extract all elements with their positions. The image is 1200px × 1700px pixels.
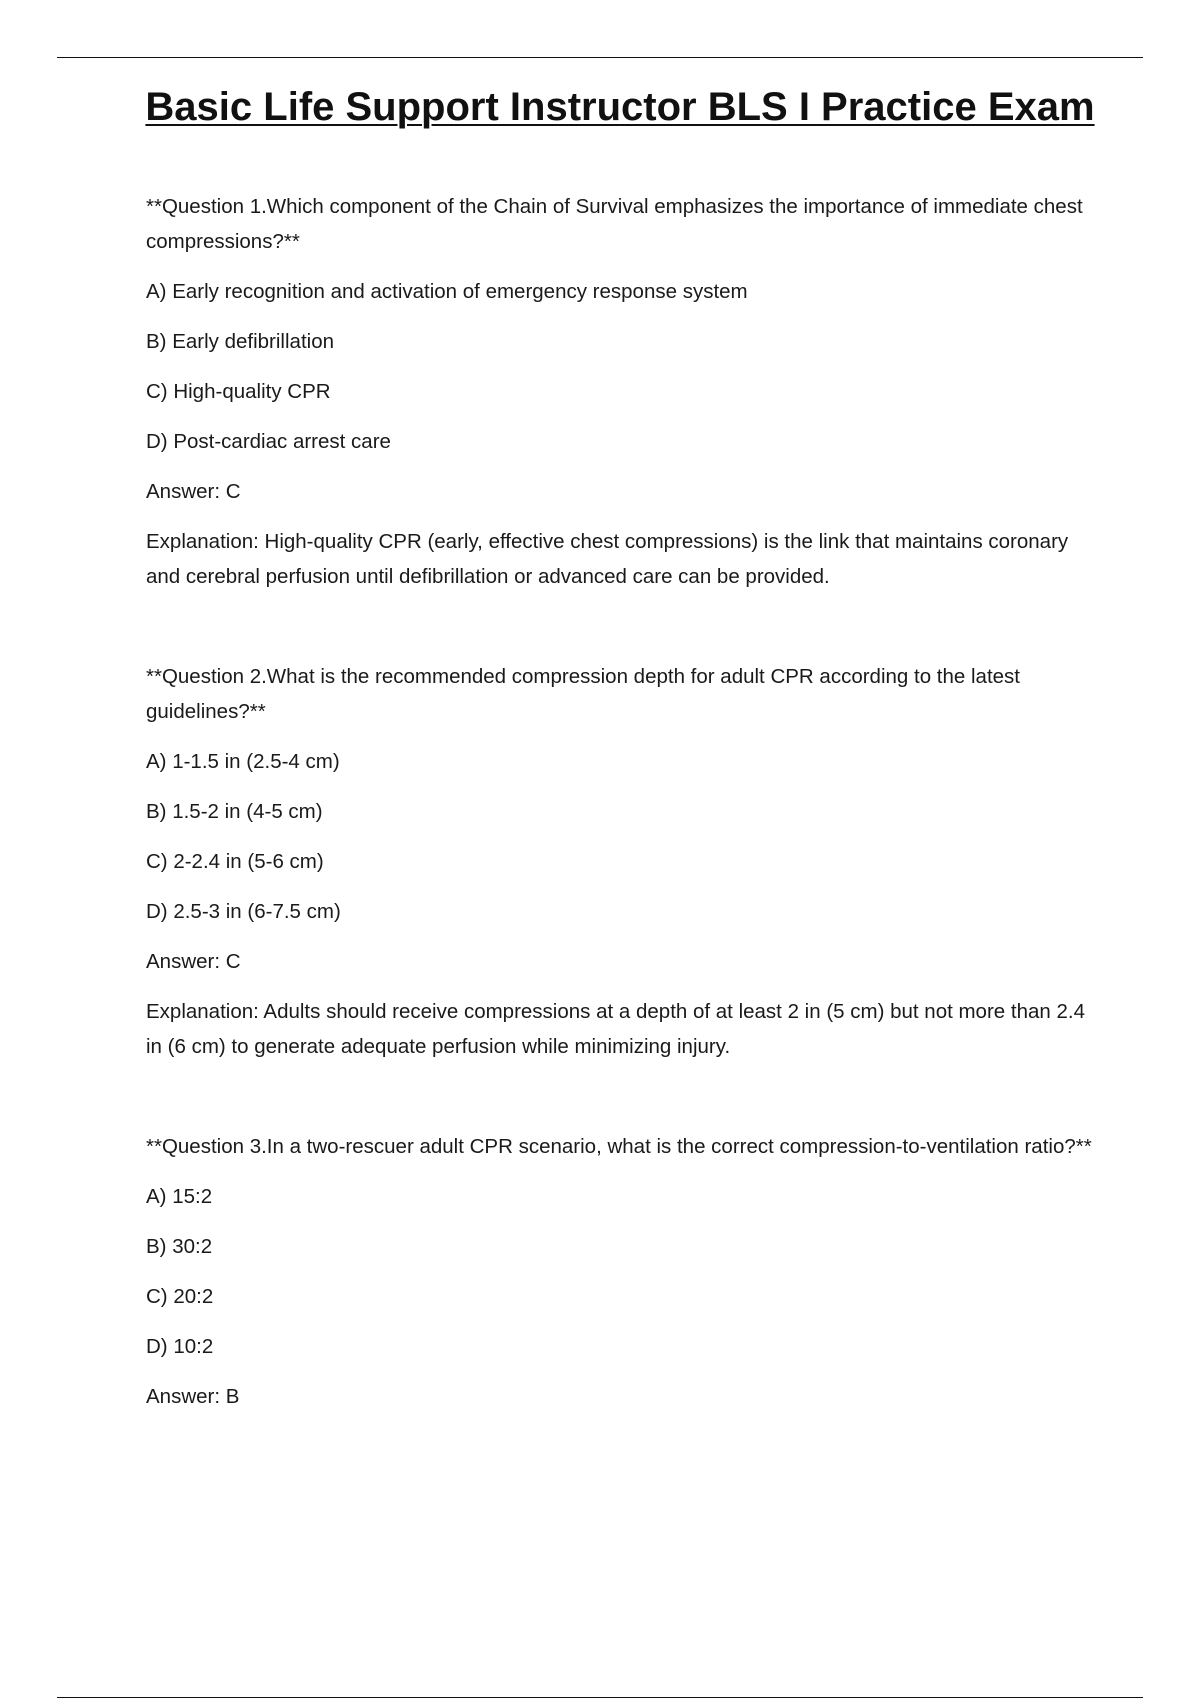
top-rule xyxy=(57,57,1143,58)
option-c: C) High-quality CPR xyxy=(146,380,331,403)
option-b: B) 1.5-2 in (4-5 cm) xyxy=(146,800,323,823)
option-a: A) 1-1.5 in (2.5-4 cm) xyxy=(146,750,340,773)
question-1 xyxy=(146,189,1106,594)
question-prompt: **Question 2.What is the recommended compression depth for adult CPR according to the latest guidelines?** xyxy=(146,665,1020,723)
page-title xyxy=(120,76,1120,138)
answer-line: Answer: C xyxy=(146,950,241,973)
answer-line: Answer: C xyxy=(146,480,241,503)
option-c: C) 20:2 xyxy=(146,1285,214,1308)
question-prompt: **Question 3.In a two-rescuer adult CPR scenario, what is the correct compression-to-ventilation ratio?** xyxy=(146,1135,1092,1158)
option-d: D) 10:2 xyxy=(146,1335,214,1358)
option-b: B) Early defibrillation xyxy=(146,330,334,353)
option-a: A) Early recognition and activation of emergency response system xyxy=(146,280,748,303)
answer-line: Answer: B xyxy=(146,1385,240,1408)
explanation: Explanation: High-quality CPR (early, effective chest compressions) is the link that maintains coronary and cerebral perfusion until defibrillation or advanced care can be provided. xyxy=(146,530,1069,588)
page-title-text: Basic Life Support Instructor BLS I Practice Exam xyxy=(145,85,1095,129)
document-body xyxy=(146,189,1106,1414)
question-2 xyxy=(146,659,1106,1064)
option-a: A) 15:2 xyxy=(146,1185,213,1208)
option-b: B) 30:2 xyxy=(146,1235,213,1258)
explanation: Explanation: Adults should receive compressions at a depth of at least 2 in (5 cm) but not more than 2.4 in (6 cm) to generate adequate perfusion while minimizing injury. xyxy=(146,1000,1085,1058)
bottom-rule xyxy=(57,1697,1143,1698)
option-d: D) Post-cardiac arrest care xyxy=(146,430,391,453)
option-d: D) 2.5-3 in (6-7.5 cm) xyxy=(146,900,341,923)
question-3 xyxy=(146,1129,1106,1414)
question-prompt: **Question 1.Which component of the Chain of Survival emphasizes the importance of immediate chest compressions?** xyxy=(146,195,1083,253)
option-c: C) 2-2.4 in (5-6 cm) xyxy=(146,850,324,873)
